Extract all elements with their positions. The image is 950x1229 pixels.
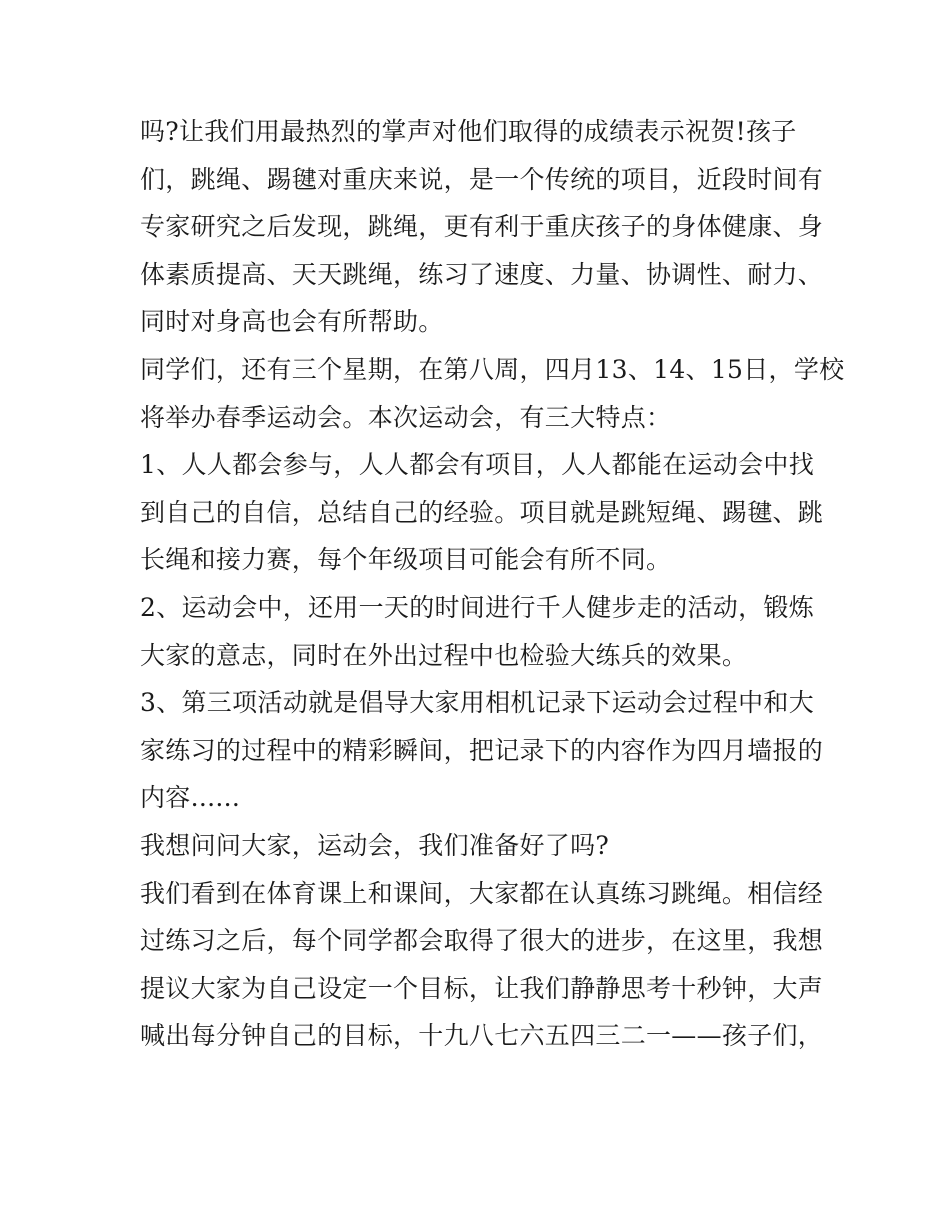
- text-line: 同学们，还有三个星期，在第八周，四月13、14、15日，学校: [140, 354, 845, 384]
- text-line: 吗?让我们用最热烈的掌声对他们取得的成绩表示祝贺!孩子: [140, 117, 797, 146]
- text-line: 我想问问大家，运动会，我们准备好了吗?: [140, 830, 610, 860]
- text-line: 到自己的自信，总结自己的经验。项目就是跳短绳、踢毽、跳: [140, 497, 824, 527]
- body-text: [140, 108, 845, 1060]
- text-line: 们，跳绳、踢毽对重庆来说，是一个传统的项目，近段时间有: [140, 164, 824, 194]
- text-line: 同时对身高也会有所帮助。: [140, 307, 444, 337]
- text-line: 3、第三项活动就是倡导大家用相机记录下运动会过程中和大: [140, 688, 815, 718]
- text-line: 喊出每分钟自己的目标，十九八七六五四三二一——孩子们，: [140, 1021, 824, 1051]
- text-line: 大家的意志，同时在外出过程中也检验大练兵的效果。: [140, 640, 748, 670]
- text-line: 长绳和接力赛，每个年级项目可能会有所不同。: [140, 545, 672, 575]
- text-line: 提议大家为自己设定一个目标，让我们静静思考十秒钟，大声: [140, 973, 824, 1003]
- text-line: 过练习之后，每个同学都会取得了很大的进步，在这里，我想: [140, 926, 824, 956]
- text-line: 体素质提高、天天跳绳，练习了速度、力量、协调性、耐力、: [140, 259, 824, 289]
- text-line: 1、人人都会参与，人人都会有项目，人人都能在运动会中找: [140, 450, 815, 480]
- text-line: 内容......: [140, 783, 241, 813]
- text-line: 专家研究之后发现，跳绳，更有利于重庆孩子的身体健康、身: [140, 212, 824, 242]
- text-line: 将举办春季运动会。本次运动会，有三大特点：: [140, 402, 672, 432]
- text-line: 家练习的过程中的精彩瞬间，把记录下的内容作为四月墙报的: [140, 735, 824, 765]
- text-line: 我们看到在体育课上和课间，大家都在认真练习跳绳。相信经: [140, 878, 824, 908]
- text-line: 2、运动会中，还用一天的时间进行千人健步走的活动，锻炼: [140, 592, 815, 622]
